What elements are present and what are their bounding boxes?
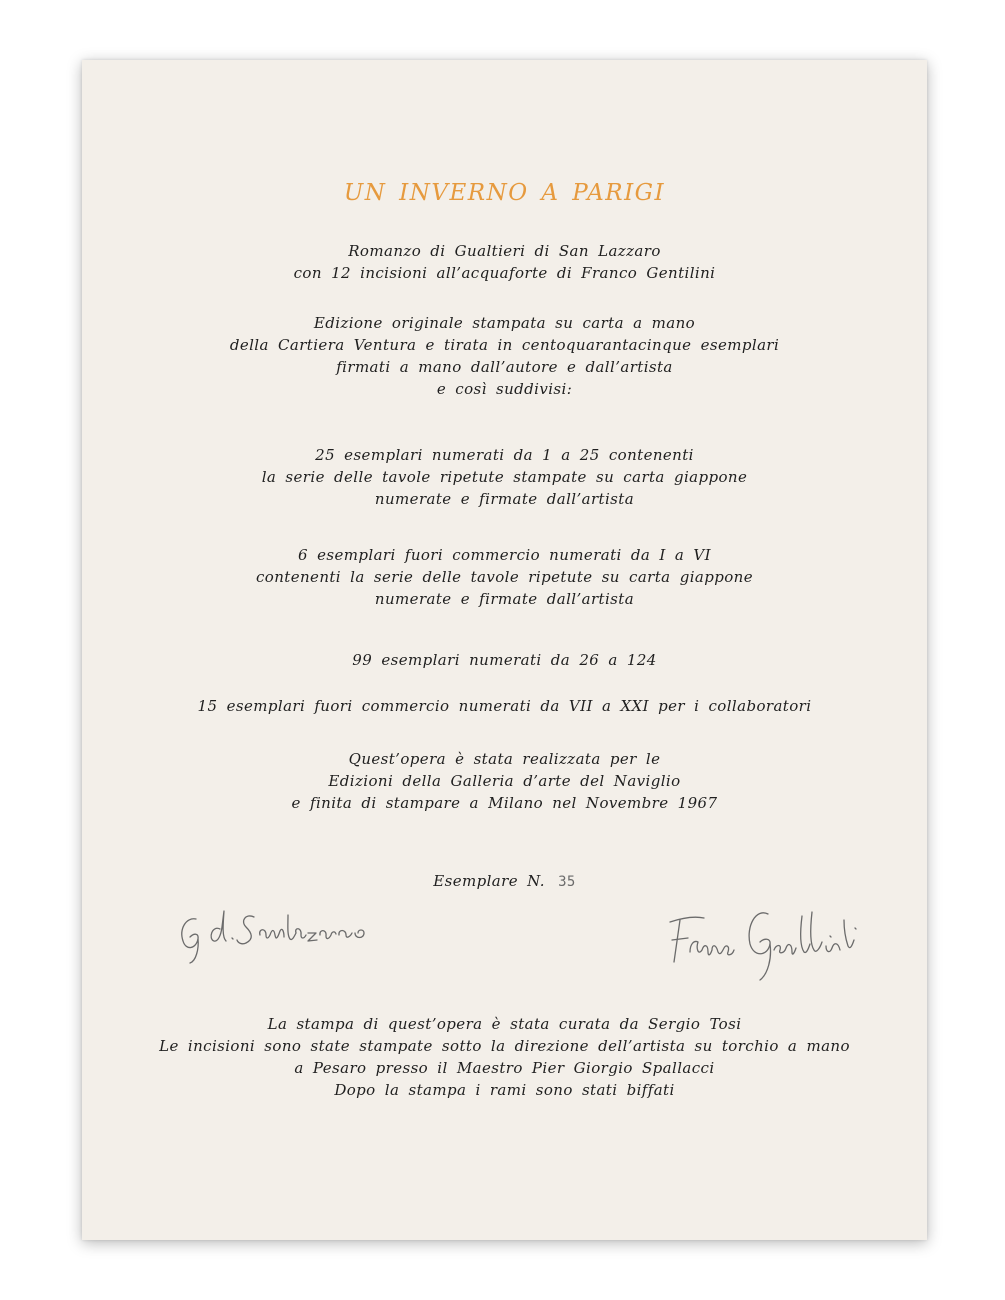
edition-line: della Cartiera Ventura e tirata in centoquarantacinque esemplari [229, 336, 780, 354]
copies-line: 25 esemplari numerati da 1 a 25 contenenti [315, 446, 694, 464]
copies-group-3 [82, 649, 927, 671]
colophon-line: Dopo la stampa i rami sono stati biffati [334, 1081, 675, 1099]
edition-line: e così suddivisi: [436, 380, 573, 398]
publisher-line: Quest’opera è stata realizzata per le [348, 750, 661, 768]
printing-colophon [82, 1013, 927, 1101]
copy-number-label: Esemplare N. [433, 872, 545, 890]
intro-line: Romanzo di Gualtieri di San Lazzaro [348, 242, 661, 260]
colophon-line: a Pesaro presso il Maestro Pier Giorgio Spallacci [294, 1059, 715, 1077]
publisher-block [82, 748, 927, 814]
edition-line: Edizione originale stampata su carta a mano [313, 314, 696, 332]
copies-line: numerate e firmate dall’artista [374, 490, 635, 508]
colophon-page [82, 60, 927, 1240]
book-title: UN INVERNO A PARIGI [343, 180, 666, 206]
copies-group-2 [82, 544, 927, 610]
artist-signature [660, 900, 870, 985]
copies-line: contenenti la serie delle tavole ripetute su carta giappone [255, 568, 754, 586]
copies-line: 6 esemplari fuori commercio numerati da I a VI [298, 546, 711, 564]
copies-line: la serie delle tavole ripetute stampate su carta giappone [261, 468, 748, 486]
copies-group-4 [82, 695, 927, 717]
copies-group-1 [82, 444, 927, 510]
intro-block [82, 240, 927, 284]
copies-line: 99 esemplari numerati da 26 a 124 [352, 651, 657, 669]
colophon-line: Le incisioni sono state stampate sotto la direzione dell’artista su torchio a mano [159, 1037, 850, 1055]
copies-line: 15 esemplari fuori commercio numerati da VII a XXI per i collaboratori [197, 697, 812, 715]
copies-line: numerate e firmate dall’artista [374, 590, 635, 608]
publisher-line: e finita di stampare a Milano nel Novembre 1967 [291, 794, 718, 812]
edition-block [82, 312, 927, 400]
colophon-line: La stampa di quest’opera è stata curata da Sergio Tosi [267, 1015, 742, 1033]
copy-number-line [82, 872, 927, 890]
edition-line: firmati a mano dall’autore e dall’artista [336, 358, 673, 376]
intro-line: con 12 incisioni all’acquaforte di Franco Gentilini [293, 264, 716, 282]
author-signature [174, 905, 404, 965]
copy-number-value: 35 [558, 874, 576, 890]
publisher-line: Edizioni della Galleria d’arte del Naviglio [328, 772, 681, 790]
